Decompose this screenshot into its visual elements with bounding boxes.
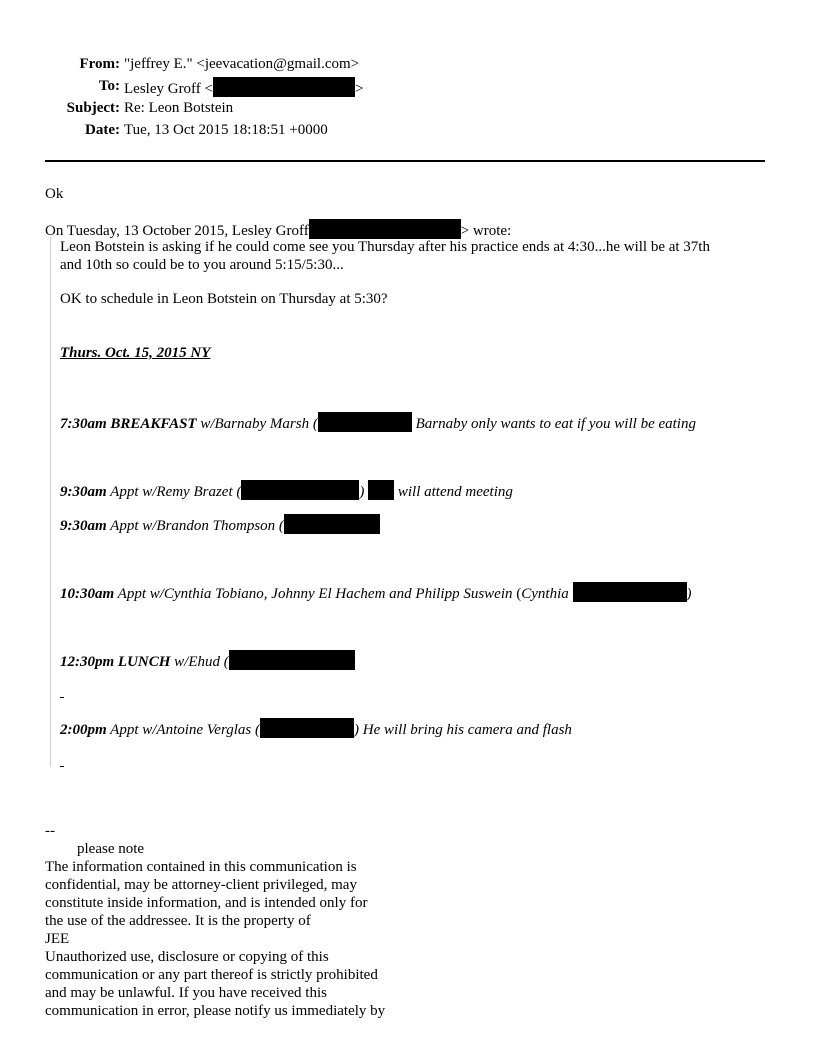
entry-after: will attend meeting xyxy=(394,484,513,500)
redaction-box xyxy=(309,219,461,239)
quoted-line-2: and 10th so could be to you around 5:15/5:30... xyxy=(60,257,344,273)
subject-label: Subject: xyxy=(66,100,120,116)
date-label: Date: xyxy=(85,122,120,138)
schedule-date-heading: Thurs. Oct. 15, 2015 NY xyxy=(60,345,211,361)
signature-note: please note xyxy=(77,841,145,857)
entry-paren-open: ( xyxy=(516,586,522,602)
to-name: Lesley Groff < xyxy=(124,81,213,97)
schedule-entry xyxy=(60,650,355,671)
disclaimer-line: confidential, may be attorney-client privileged, may xyxy=(45,877,357,893)
subject-value: Re: Leon Botstein xyxy=(124,100,234,116)
disclaimer-line: communication or any part thereof is strictly prohibited xyxy=(45,967,378,983)
attribution-line xyxy=(45,219,511,240)
schedule-entry xyxy=(60,514,380,535)
entry-text: w/Ehud ( xyxy=(170,654,229,670)
redaction-box xyxy=(229,650,355,670)
schedule-entry xyxy=(60,480,513,501)
schedule-entry xyxy=(60,412,696,433)
disclaimer-line: communication in error, please notify us immediately by xyxy=(45,1003,386,1019)
quoted-line-1: Leon Botstein is asking if he could come see you Thursday after his practice ends at 4:30...he will be at 37th xyxy=(60,239,710,255)
entry-time: 7:30am BREAKFAST xyxy=(60,416,197,432)
disclaimer-line: and may be unlawful. If you have received this xyxy=(45,985,327,1001)
signature-dash: -- xyxy=(45,823,55,839)
quoted-question: OK to schedule in Leon Botstein on Thursday at 5:30? xyxy=(60,291,388,307)
to-label: To: xyxy=(98,78,120,94)
redaction-box xyxy=(284,514,380,534)
redaction-box xyxy=(241,480,359,500)
entry-time: 9:30am xyxy=(60,518,107,534)
entry-close: ) xyxy=(686,586,692,602)
attribution-pre: On Tuesday, 13 October 2015, Lesley Groff xyxy=(45,223,309,239)
entry-paren-open: ( xyxy=(255,722,261,738)
entry-paren: Cynthia xyxy=(521,586,573,602)
entry-text: Appt w/Remy Brazet ( xyxy=(106,484,242,500)
redaction-box xyxy=(260,718,354,738)
entry-text: Appt w/Cynthia Tobiano, Johnny El Hachem and Philipp Suswein xyxy=(114,586,517,602)
schedule-entry xyxy=(60,718,572,739)
entry-text: w/Barnaby Marsh ( xyxy=(196,416,318,432)
entry-text: Appt w/Antoine Verglas xyxy=(106,722,256,738)
from-label: From: xyxy=(79,56,120,72)
entry-time: 9:30am xyxy=(60,484,107,500)
entry-text: Appt w/Brandon Thompson ( xyxy=(106,518,284,534)
header-divider xyxy=(45,160,765,162)
to-close: > xyxy=(355,81,364,97)
entry-close: ) xyxy=(354,722,360,738)
disclaimer-line: the use of the addressee. It is the property of xyxy=(45,913,311,929)
date-value: Tue, 13 Oct 2015 18:18:51 +0000 xyxy=(124,122,328,138)
redaction-box xyxy=(213,77,355,97)
entry-after: He will bring his camera and flash xyxy=(359,722,572,738)
disclaimer-line: Unauthorized use, disclosure or copying of this xyxy=(45,949,329,965)
entry-time: 12:30pm LUNCH xyxy=(60,654,171,670)
to-value xyxy=(124,77,363,98)
redaction-box xyxy=(318,412,412,432)
blank-line-marker xyxy=(60,697,64,698)
attribution-post: > wrote: xyxy=(460,223,512,239)
redaction-box xyxy=(368,480,394,500)
disclaimer-line: constitute inside information, and is intended only for xyxy=(45,895,368,911)
schedule-entry xyxy=(60,582,692,603)
from-value: "jeffrey E." <jeevacation@gmail.com> xyxy=(124,56,360,72)
entry-mid: ) xyxy=(359,484,365,500)
entry-time: 10:30am xyxy=(60,586,115,602)
disclaimer-line: The information contained in this communication is xyxy=(45,859,357,875)
blank-line-marker xyxy=(60,766,64,767)
entry-time: 2:00pm xyxy=(60,722,107,738)
quote-bar xyxy=(50,237,51,767)
disclaimer-line: JEE xyxy=(45,931,70,947)
redaction-box xyxy=(573,582,687,602)
reply-text: Ok xyxy=(45,186,64,202)
entry-after: Barnaby only wants to eat if you will be eating xyxy=(411,416,696,432)
